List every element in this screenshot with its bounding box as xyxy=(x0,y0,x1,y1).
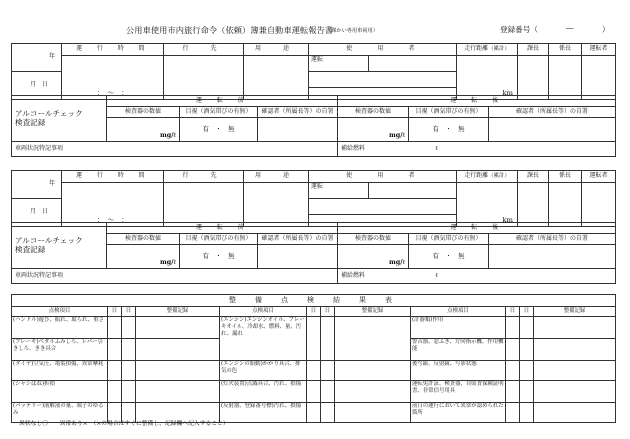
before-detector-header-2: 検査器の数値 xyxy=(107,234,180,245)
inspection-item: (エンジンの始動)かかり具合、排気の色 xyxy=(220,361,307,381)
destination-cell[interactable] xyxy=(164,56,244,100)
form-title-note: （課かい専用車両用） xyxy=(326,28,378,34)
unit-chief-stamp[interactable] xyxy=(549,56,582,100)
after-confirmer-signature-2[interactable] xyxy=(489,245,616,269)
driver-header-2: 運転者 xyxy=(582,171,616,183)
alcohol-check-2 xyxy=(11,222,616,284)
after-confirmer-header-2: 確認者（所属長等）の自署 xyxy=(489,234,616,245)
after-mgl-unit-2: mg/ℓ xyxy=(389,257,405,266)
inspection-item: 前日の運行において異常が認められた箇所 xyxy=(411,403,506,423)
inspection-item-header-3: 点検項目 xyxy=(411,307,506,317)
before-detector-value-2[interactable] xyxy=(107,245,180,269)
inspection-check[interactable] xyxy=(506,361,520,381)
inspection-item: (エンジン)エンジンオイル、ブレーキオイル、冷却水、燃料、量、汚れ、漏れ xyxy=(220,317,307,361)
after-detector-value[interactable] xyxy=(338,118,409,142)
destination-header: 行 先 xyxy=(164,44,244,56)
registration-number-close: ） xyxy=(602,25,610,34)
registration-number-dash: ― xyxy=(566,23,574,32)
inspection-record-cell[interactable] xyxy=(534,317,616,339)
fuel-cell-2[interactable] xyxy=(338,269,616,284)
destination-header-2: 行 先 xyxy=(164,171,244,183)
inspection-check[interactable] xyxy=(520,403,534,423)
inspection-day-header-2a: 日 xyxy=(307,307,321,317)
inspection-legend: 異状なし〇 異常あり× （×の場合はすぐに整備し、記録欄へ記入すること） xyxy=(19,421,229,427)
inspection-item: (計器類)作用 xyxy=(411,317,506,339)
alcohol-check-1 xyxy=(11,95,616,157)
inspection-item: (タイヤ)空気圧、亀裂損傷、異常摩耗 xyxy=(12,361,108,381)
driver-stamp-2[interactable] xyxy=(582,183,616,227)
mileage-header-2 xyxy=(457,171,518,183)
inspection-check[interactable] xyxy=(122,339,136,361)
inspection-item: 運転免許証、検査器、自賠責保険証明書、非常信号用具 xyxy=(411,381,506,403)
inspection-check[interactable] xyxy=(520,361,534,381)
inspection-check[interactable] xyxy=(321,317,335,361)
year-label: 年 xyxy=(12,44,62,72)
inspection-day-header-3b: 日 xyxy=(520,307,534,317)
inspection-day-header-2b: 日 xyxy=(321,307,335,317)
inspection-check[interactable] xyxy=(506,381,520,403)
after-detector-header-2: 検査器の数値 xyxy=(338,234,409,245)
passenger-cell-3[interactable] xyxy=(309,199,457,215)
inspection-record-cell[interactable] xyxy=(335,317,411,361)
inspection-record-cell[interactable] xyxy=(136,381,220,403)
inspection-record-cell[interactable] xyxy=(136,361,220,381)
inspection-table xyxy=(11,294,616,423)
driver-stamp[interactable] xyxy=(582,56,616,100)
inspection-record-cell[interactable] xyxy=(534,361,616,381)
inspection-item: (シャシばね)折損 xyxy=(12,381,108,403)
before-driving-header: 運 転 前 xyxy=(107,96,338,107)
operation-time-header: 運 行 時 間 xyxy=(62,44,164,56)
inspection-check[interactable] xyxy=(108,381,122,403)
inspection-day-header-1a: 日 xyxy=(108,307,122,317)
operation-time-header-2: 運 行 時 間 xyxy=(62,171,164,183)
inspection-record-cell[interactable] xyxy=(335,361,411,381)
inspection-check[interactable] xyxy=(520,317,534,339)
inspection-record-cell[interactable] xyxy=(534,403,616,423)
before-visual-choice-2[interactable]: 有 ・ 無 xyxy=(180,245,258,269)
time-cell-2[interactable] xyxy=(62,183,164,215)
before-visual-choice[interactable]: 有 ・ 無 xyxy=(180,118,258,142)
after-detector-value-2[interactable] xyxy=(338,245,409,269)
passenger-cell[interactable] xyxy=(309,72,457,88)
mileage-cell-2[interactable] xyxy=(457,183,518,227)
inspection-check[interactable] xyxy=(506,317,520,339)
before-confirmer-signature-2[interactable] xyxy=(258,245,338,269)
driver-cell-2[interactable] xyxy=(309,183,369,199)
inspection-check[interactable] xyxy=(307,403,321,423)
inspection-item: 警音器、窓ふき、方向指示機、作用機能 xyxy=(411,339,506,361)
inspection-check[interactable] xyxy=(321,403,335,423)
inspection-check[interactable] xyxy=(506,339,520,361)
purpose-header: 用 途 xyxy=(244,44,309,56)
purpose-cell-2[interactable] xyxy=(244,183,309,227)
inspection-check[interactable] xyxy=(520,339,534,361)
mileage-cumulative-note: （累計） xyxy=(488,46,510,53)
before-visual-header-2: 目視（酒気帯びの有無） xyxy=(180,234,258,245)
inspection-check[interactable] xyxy=(108,339,122,361)
inspection-item-header-1: 点検項目 xyxy=(12,307,108,317)
inspection-check[interactable] xyxy=(307,361,321,381)
inspection-check[interactable] xyxy=(321,361,335,381)
inspection-check[interactable] xyxy=(520,381,534,403)
km-unit: km xyxy=(502,89,513,98)
user-header: 使 用 者 xyxy=(309,44,457,56)
after-confirmer-signature[interactable] xyxy=(489,118,616,142)
registration-number-label: 登録番号（ xyxy=(500,25,538,34)
inspection-check[interactable] xyxy=(108,361,122,381)
inspection-record-cell[interactable] xyxy=(534,339,616,361)
after-visual-choice[interactable]: 有 ・ 無 xyxy=(409,118,489,142)
trip-record-2 xyxy=(11,170,616,227)
before-detector-header: 検査器の数値 xyxy=(107,107,180,118)
purpose-header-2: 用 途 xyxy=(244,171,309,183)
inspection-record-cell[interactable] xyxy=(335,381,411,403)
section-chief-header: 課長 xyxy=(518,44,549,56)
section-chief-stamp-2[interactable] xyxy=(518,183,549,227)
fuel-label-2: 補給燃料 xyxy=(341,271,366,279)
driver-header: 運転者 xyxy=(582,44,616,56)
year-label-2: 年 xyxy=(12,171,62,199)
alcohol-check-label-2 xyxy=(12,223,107,269)
before-detector-value[interactable] xyxy=(107,118,180,142)
section-chief-header-2: 課長 xyxy=(518,171,549,183)
driver-value-cell-2[interactable] xyxy=(369,183,457,199)
inspection-record-cell[interactable] xyxy=(534,381,616,403)
fuel-unit: ℓ xyxy=(435,144,438,152)
trip-record-1 xyxy=(11,43,616,100)
after-detector-header: 検査器の数値 xyxy=(338,107,409,118)
after-confirmer-header: 確認者（所属長等）の自署 xyxy=(489,107,616,118)
alcohol-check-label xyxy=(12,96,107,142)
unit-chief-header: 係長 xyxy=(549,44,582,56)
inspection-check[interactable] xyxy=(108,317,122,339)
driver-value-cell[interactable] xyxy=(369,56,457,72)
driver-label: 運転 xyxy=(311,56,324,63)
after-driving-header-2: 運 転 後 xyxy=(338,223,616,234)
unit-chief-header-2: 係長 xyxy=(549,171,582,183)
fuel-unit-2: ℓ xyxy=(435,271,438,279)
inspection-record-header-2: 整備記録 xyxy=(335,307,411,317)
mileage-label: 走行距離 xyxy=(464,45,489,53)
inspection-check[interactable] xyxy=(122,317,136,339)
inspection-item: (バッテリー)液解液の量、端子のゆるみ xyxy=(12,403,108,423)
inspection-record-cell[interactable] xyxy=(136,339,220,361)
inspection-check[interactable] xyxy=(506,403,520,423)
after-driving-header: 運 転 後 xyxy=(338,96,616,107)
before-confirmer-header-2: 確認者（所属長等）の自署 xyxy=(258,234,338,245)
alcohol-check-title: アルコールチェック xyxy=(15,108,83,118)
inspection-title: 整 備 点 検 結 果 表 xyxy=(12,295,616,307)
inspection-item: (ブレーキ)ペダルふみしろ、レバー引きしろ、きき具合 xyxy=(12,339,108,361)
inspection-check[interactable] xyxy=(307,381,321,403)
time-value-2: ： ～ ： xyxy=(62,215,164,227)
before-driving-header-2: 運 転 前 xyxy=(107,223,338,234)
vehicle-remarks-label-2: 車両状況特記事項 xyxy=(12,269,338,284)
before-confirmer-header: 確認者（所属長等）の自署 xyxy=(258,107,338,118)
section-chief-stamp[interactable] xyxy=(518,56,549,100)
inspection-item: (灯火装置)点滅具合、汚れ、損傷 xyxy=(220,381,307,403)
mileage-label-2: 走行距離 xyxy=(464,172,489,180)
inspection-check[interactable] xyxy=(307,317,321,361)
vehicle-remarks-label: 車両状況特記事項 xyxy=(12,142,338,157)
alcohol-check-subtitle-2: 検査記録 xyxy=(15,244,46,254)
page-header xyxy=(0,0,630,40)
fuel-cell[interactable] xyxy=(338,142,616,157)
after-visual-choice-2[interactable]: 有 ・ 無 xyxy=(409,245,489,269)
after-mgl-unit: mg/ℓ xyxy=(389,130,405,139)
before-confirmer-signature[interactable] xyxy=(258,118,338,142)
destination-cell-2[interactable] xyxy=(164,183,244,227)
alcohol-check-title-2: アルコールチェック xyxy=(15,235,83,245)
alcohol-check-subtitle: 検査記録 xyxy=(15,117,46,127)
mileage-cell[interactable] xyxy=(457,56,518,100)
time-value: ： ～ ： xyxy=(62,88,164,100)
after-visual-header: 目視（酒気帯びの有無） xyxy=(409,107,489,118)
km-unit-2: km xyxy=(502,216,513,225)
unit-chief-stamp-2[interactable] xyxy=(549,183,582,227)
month-day-label: 月 日 xyxy=(12,72,62,100)
inspection-item: (ハンドル)遊び、振れ、取られ、重さ xyxy=(12,317,108,339)
user-header-2: 使 用 者 xyxy=(309,171,457,183)
inspection-record-header-3: 整備記録 xyxy=(534,307,616,317)
before-visual-header: 目視（酒気帯びの有無） xyxy=(180,107,258,118)
form-title: 公用車使用市内旅行命令（依頼）簿兼自動車運転報告書 xyxy=(126,25,334,35)
inspection-item: (反射器、登録番号標)汚れ、損傷 xyxy=(220,403,307,423)
inspection-day-header-1b: 日 xyxy=(122,307,136,317)
mileage-cumulative-note-2: （累計） xyxy=(488,173,510,180)
before-mgl-unit: mg/ℓ xyxy=(160,130,176,139)
inspection-check[interactable] xyxy=(122,361,136,381)
driver-cell[interactable] xyxy=(309,56,369,72)
inspection-item-header-2: 点検項目 xyxy=(220,307,307,317)
inspection-check[interactable] xyxy=(321,381,335,403)
inspection-day-header-3a: 日 xyxy=(506,307,520,317)
after-visual-header-2: 目視（酒気帯びの有無） xyxy=(409,234,489,245)
mileage-header xyxy=(457,44,518,56)
inspection-record-cell[interactable] xyxy=(136,317,220,339)
inspection-record-header-1: 整備記録 xyxy=(136,307,220,317)
purpose-cell[interactable] xyxy=(244,56,309,100)
fuel-label: 補給燃料 xyxy=(341,144,366,152)
inspection-check[interactable] xyxy=(122,381,136,403)
time-cell[interactable] xyxy=(62,56,164,88)
inspection-item: 後写鏡、反射鏡、写影状態 xyxy=(411,361,506,381)
inspection-record-cell[interactable] xyxy=(335,403,411,423)
driver-label-2: 運転 xyxy=(311,183,324,190)
month-day-label-2: 月 日 xyxy=(12,199,62,227)
before-mgl-unit-2: mg/ℓ xyxy=(160,257,176,266)
